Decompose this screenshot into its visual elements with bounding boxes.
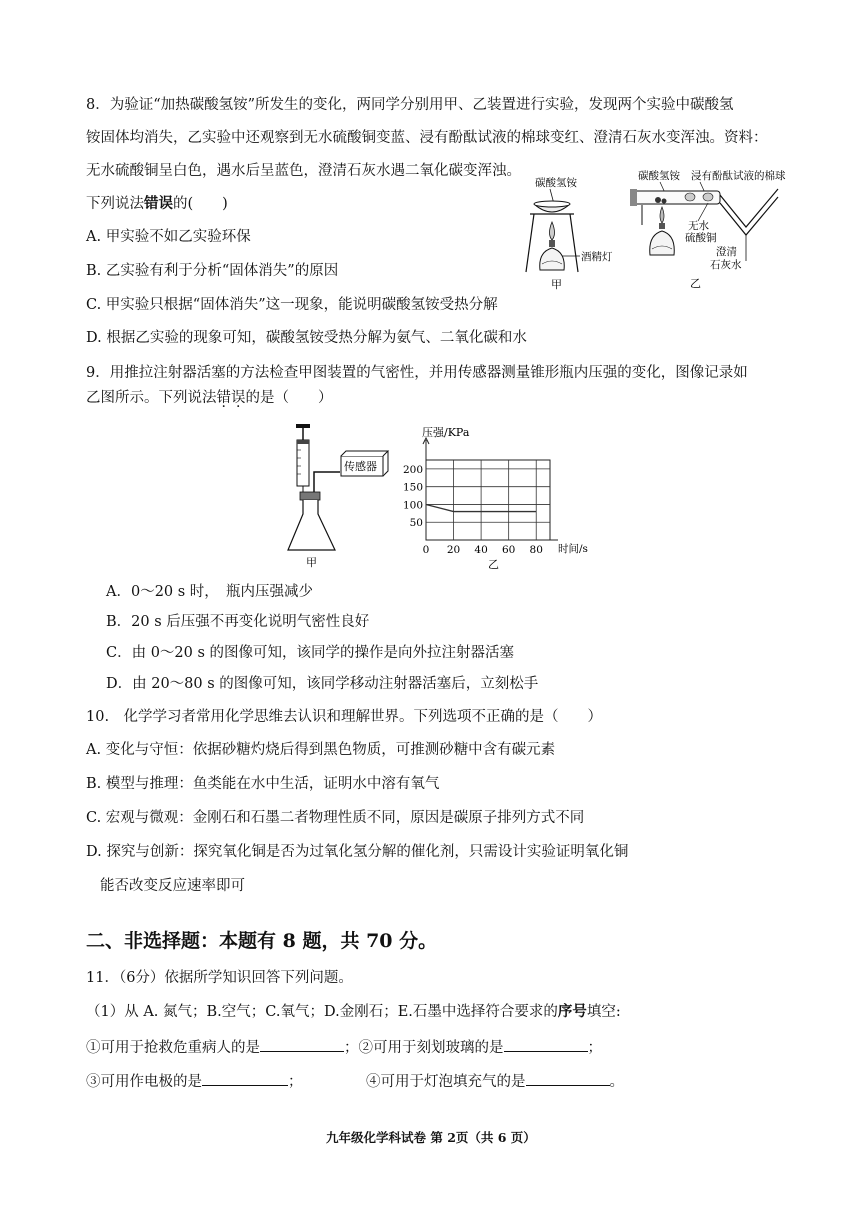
q10-option-d-continued: 能否改变反应速率即可 [100, 878, 245, 894]
q9-chart-x-tick-label: 80 [529, 544, 543, 556]
q8-stem-line1: 8．为验证“加热碳酸氢铵”所发生的变化，两同学分别用甲、乙装置进行实验，发现两个实验中碳酸氢 [86, 97, 734, 113]
q11-sub1-post: 填空: [586, 1004, 621, 1020]
q8-yi-cuso4-label-2: 硫酸铜 [685, 232, 717, 244]
q9-sensor-label: 传感器 [344, 460, 377, 473]
q8-question-emphasis: 错误 [144, 195, 173, 212]
q9-stem-emphasis-1: 错 [216, 390, 231, 406]
q11-item3-sep: ； [288, 1074, 303, 1090]
q8-yi-label: 乙 [690, 277, 701, 290]
q8-question-pre: 下列说法 [86, 196, 144, 212]
q8-jia-label: 甲 [551, 278, 562, 291]
q11-row2-left [86, 1070, 303, 1092]
q9-chart-x-tick-label: 40 [474, 544, 488, 556]
q10-option-b: B. 模型与推理：鱼类能在水中生活，证明水中溶有氧气 [86, 776, 440, 792]
q8-question [86, 194, 228, 214]
q8-figure-jia [510, 172, 625, 292]
q11-item3-blank[interactable] [202, 1070, 288, 1086]
q8-question-post: 的( ) [173, 196, 228, 212]
q11-item1-label: ①可用于抢救危重病人的是 [86, 1040, 260, 1056]
q9-stem-line2 [86, 388, 333, 408]
q11-stem: 11．（6分）依据所学知识回答下列问题。 [86, 970, 353, 986]
q9-yi-label: 乙 [488, 558, 499, 570]
q11-row2-right [366, 1070, 624, 1092]
q8-option-c: C. 甲实验只根据“固体消失”这一现象，能说明碳酸氢铵受热分解 [86, 297, 498, 313]
q9-option-d: D．由 20～80 s 的图像可知，该同学移动注射器活塞后，立刻松手 [106, 676, 539, 692]
page-footer: 九年级化学科试卷 第 2页（共 6 页） [326, 1130, 536, 1145]
q11-row1 [86, 1036, 602, 1058]
q8-stem-line2: 铵固体均消失，乙实验中还观察到无水硫酸铜变蓝、浸有酚酞试液的棉球变红、澄清石灰水变浑浊。资料： [86, 130, 768, 146]
q10-stem: 10. 化学学习者常用化学思维去认识和理解世界。下列选项不正确的是（ ） [86, 709, 603, 725]
q8-option-b: B. 乙实验有利于分析“固体消失”的原因 [86, 263, 339, 279]
q9-stem-line1: 9．用推拉注射器活塞的方法检查甲图装置的气密性，并用传感器测量锥形瓶内压强的变化，图像记录如 [86, 365, 748, 381]
q11-sub1 [86, 1002, 621, 1022]
q8-option-a: A. 甲实验不如乙实验环保 [86, 229, 251, 245]
section-two-heading: 二、非选择题：本题有 8 题，共 70 分。 [86, 930, 438, 952]
q11-item4-sep: 。 [609, 1074, 624, 1090]
q9-stem-post: 的是（ ） [245, 390, 333, 406]
q9-chart-y-tick-label: 100 [402, 499, 423, 512]
q9-chart-y-tick-label: 50 [409, 517, 423, 530]
q9-chart-frame [426, 460, 550, 540]
q9-chart-xlabel: 时间/s [558, 543, 588, 555]
q11-sub1-emphasis: 序号 [557, 1003, 587, 1020]
q9-jia-label: 甲 [306, 556, 317, 569]
q11-sub1-pre: （1）从 A. 氮气；B.空气；C.氧气；D.金刚石；E.石墨中选择符合要求的 [86, 1004, 558, 1020]
q11-item4-blank[interactable] [526, 1070, 610, 1086]
q9-option-a: A．0～20 s 时， 瓶内压强减少 [106, 584, 314, 600]
q10-option-a: A. 变化与守恒：依据砂糖灼烧后得到黑色物质，可推测砂糖中含有碳元素 [86, 742, 556, 758]
q9-chart-x-tick-label: 0 [422, 544, 430, 556]
q9-chart-x-tick-label: 60 [501, 544, 516, 556]
q8-yi-cuso4-label-1: 无水 [688, 220, 709, 232]
q8-jia-lamp-label: 酒精灯 [581, 251, 613, 263]
q11-item2-sep: ； [587, 1040, 602, 1056]
q8-yi-cotton-label: 浸有酚酞试液的棉球 [691, 170, 786, 182]
q9-option-c: C．由 0～20 s 的图像可知，该同学的操作是向外拉注射器活塞 [106, 645, 515, 661]
q11-item2-label: ②可用于刻划玻璃的是 [358, 1040, 504, 1056]
q9-pressure-chart [400, 422, 600, 570]
q8-option-d: D. 根据乙实验的现象可知，碳酸氢铵受热分解为氨气、二氧化碳和水 [86, 330, 527, 346]
q11-item4-label: ④可用于灯泡填充气的是 [366, 1074, 526, 1090]
q9-chart-ylabel: 压强/KPa [422, 426, 470, 439]
q9-chart-y-tick-label: 150 [402, 481, 423, 494]
q10-option-c: C. 宏观与微观：金刚石和石墨二者物理性质不同，原因是碳原子排列方式不同 [86, 810, 585, 826]
q11-item2-blank[interactable] [504, 1036, 588, 1052]
q9-figure-jia [278, 420, 396, 570]
q9-option-b: B．20 s 后压强不再变化说明气密性良好 [106, 614, 370, 630]
q8-yi-lime-label-2: 石灰水 [710, 259, 742, 271]
q8-figure-yi [628, 165, 788, 293]
q8-jia-reagent-label: 碳酸氢铵 [535, 177, 577, 189]
q8-stem-line3: 无水硫酸铜呈白色，遇水后呈蓝色，澄清石灰水遇二氧化碳变浑浊。 [86, 163, 521, 179]
q11-item3-label: ③可用作电极的是 [86, 1074, 202, 1090]
q10-option-d: D. 探究与创新：探究氧化铜是否为过氧化氢分解的催化剂，只需设计实验证明氧化铜 [86, 844, 629, 860]
q9-stem-pre: 乙图所示。下列说法 [86, 390, 217, 406]
q9-chart-y-tick-label: 200 [402, 463, 423, 476]
q9-chart-x-tick-label: 20 [446, 544, 461, 556]
q8-yi-reagent-label: 碳酸氢铵 [638, 170, 680, 182]
q11-item1-blank[interactable] [260, 1036, 344, 1052]
q11-item1-sep: ； [344, 1040, 359, 1056]
q8-yi-lime-label-1: 澄清 [716, 246, 737, 258]
q9-stem-emphasis-2: 误 [231, 390, 246, 406]
